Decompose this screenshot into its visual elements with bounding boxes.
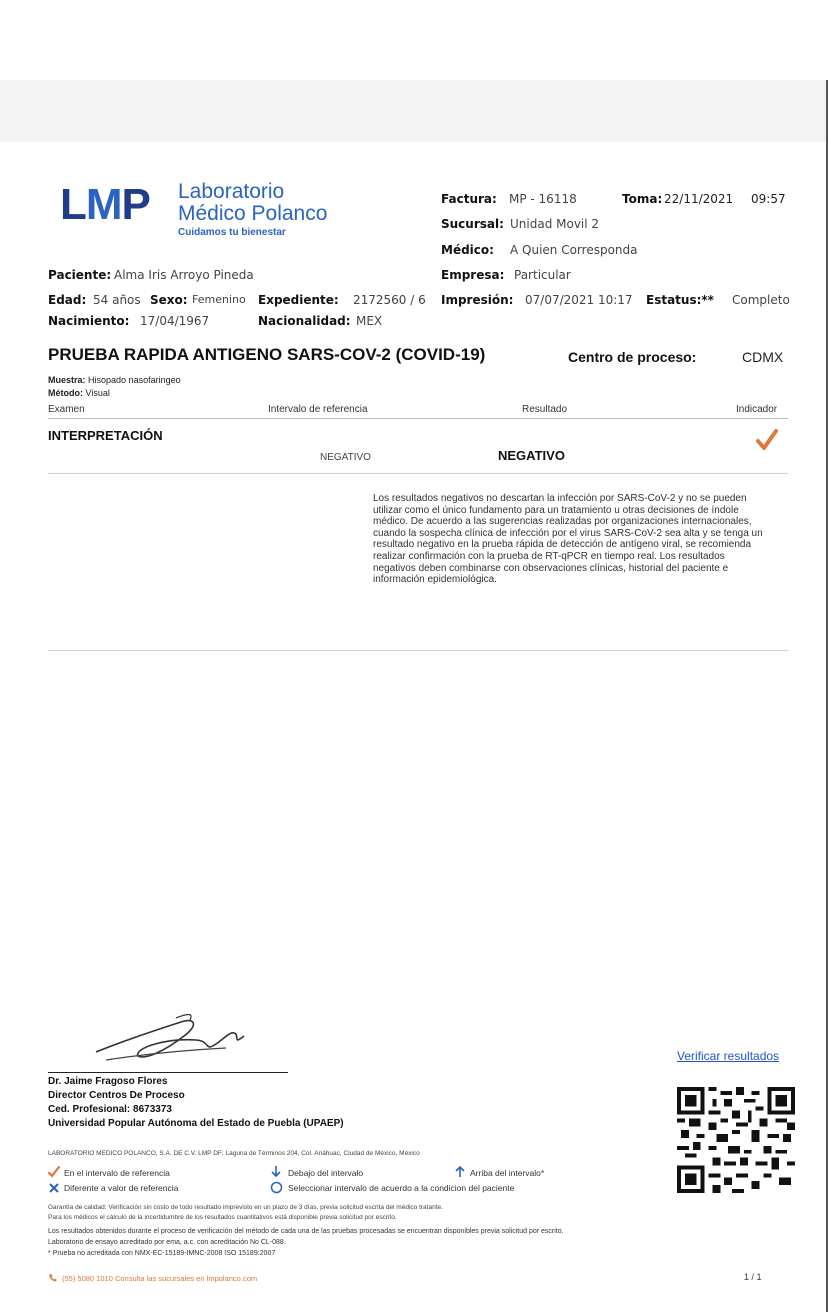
lmp-logo: LMP — [60, 180, 150, 229]
logo-name-line2: Médico Polanco — [178, 202, 328, 225]
metodo-value: Visual — [85, 388, 110, 398]
footer-line4: Laboratorio de ensayo acreditado por ema, a.c. con acreditación No CL-088. — [48, 1239, 286, 1246]
legend-select: Seleccionar intervalo de acuerdo a la condicion del paciente — [288, 1183, 515, 1193]
legend-different: Diferente a valor de referencia — [64, 1183, 179, 1193]
viewer-toolbar-band — [0, 80, 826, 142]
check-legend-icon — [48, 1166, 60, 1178]
qr-code-image — [676, 1087, 796, 1193]
muestra-label: Muestra: — [48, 375, 86, 385]
centro-value: CDMX — [742, 349, 784, 365]
paciente-value: Alma Iris Arroyo Pineda — [114, 268, 254, 282]
legend-above: Arriba del intervalo* — [470, 1168, 545, 1178]
x-legend-icon — [48, 1182, 60, 1194]
col-resultado: Resultado — [522, 404, 568, 415]
col-intervalo: Intervalo de referencia — [268, 404, 368, 415]
nacimiento-label: Nacimiento: — [48, 314, 130, 328]
impresion-value: 07/07/2021 10:17 — [525, 293, 633, 307]
factura-label: Factura: — [441, 192, 497, 206]
signer-name: Dr. Jaime Fragoso Flores — [48, 1076, 168, 1087]
expediente-label: Expediente: — [258, 293, 339, 307]
verify-results-link[interactable]: Verificar resultados — [677, 1049, 780, 1063]
logo-tagline: Cuidamos tu bienestar — [178, 227, 286, 238]
result-note: Los resultados negativos no descartan la infección por SARS-CoV-2 y no se pueden utilizar como el único fundamento para un tratamiento u otras decisiones de índole médico. De acuerdo a las sugerencias realizadas por organizaciones internacionales, cuando la sospecha clínica de infección por el virus SARS-CoV-2 sea alta y se tenga un resultado negativo en la prueba rápida de detección de antígeno viral, se recomienda realizar confirmación con la prueba de RT-qPCR en tiempo real. Los resultados negativos deben combinarse con observaciones clínicas, historial del paciente e información epidemiológica. — [373, 493, 763, 586]
sexo-value: Femenino — [192, 293, 246, 306]
footer-line5: * Prueba no acreditada con NMX-EC-15189-IMNC-2008 ISO 15189:2007 — [48, 1250, 276, 1257]
expediente-value: 2172560 / 6 — [353, 293, 426, 307]
nacionalidad-value: MEX — [356, 314, 383, 328]
note-divider — [48, 650, 788, 651]
signer-cedula: Ced. Profesional: 8673373 — [48, 1104, 172, 1115]
sexo-label: Sexo: — [150, 293, 188, 307]
col-indicador: Indicador — [736, 404, 778, 415]
sucursal-value: Unidad Movil 2 — [510, 217, 600, 231]
arrow-down-icon — [270, 1165, 282, 1178]
row-reference: NEGATIVO — [320, 452, 371, 463]
medico-label: Médico: — [441, 243, 494, 257]
impresion-label: Impresión: — [441, 293, 514, 307]
top-blank-area — [0, 0, 828, 80]
row-exam-name: INTERPRETACIÓN — [48, 428, 163, 443]
nacimiento-value: 17/04/1967 — [140, 314, 210, 328]
circle-legend-icon — [270, 1181, 283, 1194]
page-number: 1 / 1 — [744, 1272, 762, 1282]
logo-name-line1: Laboratorio — [178, 180, 285, 203]
muestra-value: Hisopado nasofaringeo — [88, 375, 181, 385]
paciente-label: Paciente: — [48, 268, 112, 282]
edad-value: 54 años — [93, 293, 141, 307]
header-divider — [48, 418, 788, 419]
row-result: NEGATIVO — [498, 448, 565, 463]
empresa-value: Particular — [514, 268, 571, 282]
estatus-value: Completo — [732, 293, 790, 307]
signer-role: Director Centros De Proceso — [48, 1090, 185, 1101]
toma-label: Toma: — [622, 192, 663, 206]
signer-university: Universidad Popular Autónoma del Estado de Puebla (UPAEP) — [48, 1118, 344, 1129]
arrow-up-icon — [454, 1165, 466, 1178]
col-examen: Examen — [48, 404, 85, 415]
toma-value: 22/11/2021 — [664, 192, 734, 206]
check-icon — [756, 428, 778, 452]
centro-label: Centro de proceso: — [568, 349, 697, 365]
footer-line3: Los resultados obtenidos durante el proceso de verificación del método de cada una de las pruebas procesadas se encuentran disponibles previa solicitud por escrito. — [48, 1228, 564, 1235]
medico-value: A Quien Corresponda — [510, 243, 638, 257]
lab-address: LABORATORIO MEDICO POLANCO, S.A. DE C.V. LMP DF: Laguna de Términos 204, Col. Anáhuac, Ciudad de México, México — [48, 1150, 420, 1157]
signature-line — [48, 1072, 288, 1073]
footer-phone[interactable]: (55) 5080 1010 Consulta las sucursales en lmpolanco.com — [62, 1274, 258, 1283]
factura-value: MP - 16118 — [509, 192, 577, 206]
legend-below: Debajo del intervalo — [288, 1168, 364, 1178]
nacionalidad-label: Nacionalidad: — [258, 314, 351, 328]
signature-image — [86, 1010, 256, 1072]
footer-line2: Para los médicos el cálculo de la incertidumbre de los resultados cuantitativos está disponible previa solicitud por escrito. — [48, 1214, 397, 1221]
legend-in-range: En el intervalo de referencia — [64, 1168, 170, 1178]
empresa-label: Empresa: — [441, 268, 505, 282]
sucursal-label: Sucursal: — [441, 217, 504, 231]
estatus-label: Estatus:** — [646, 293, 714, 307]
phone-icon — [48, 1273, 58, 1283]
edad-label: Edad: — [48, 293, 87, 307]
footer-line1: Garantía de calidad: Verificación sin costo de todo resultado imprevisto en un plazo de 3 días, previa solicitud escrita del médico tratante. — [48, 1204, 443, 1211]
row-divider — [48, 473, 788, 474]
test-title: PRUEBA RAPIDA ANTIGENO SARS-COV-2 (COVID-19) — [48, 345, 486, 364]
metodo-label: Método: — [48, 388, 83, 398]
toma-time: 09:57 — [751, 192, 786, 206]
